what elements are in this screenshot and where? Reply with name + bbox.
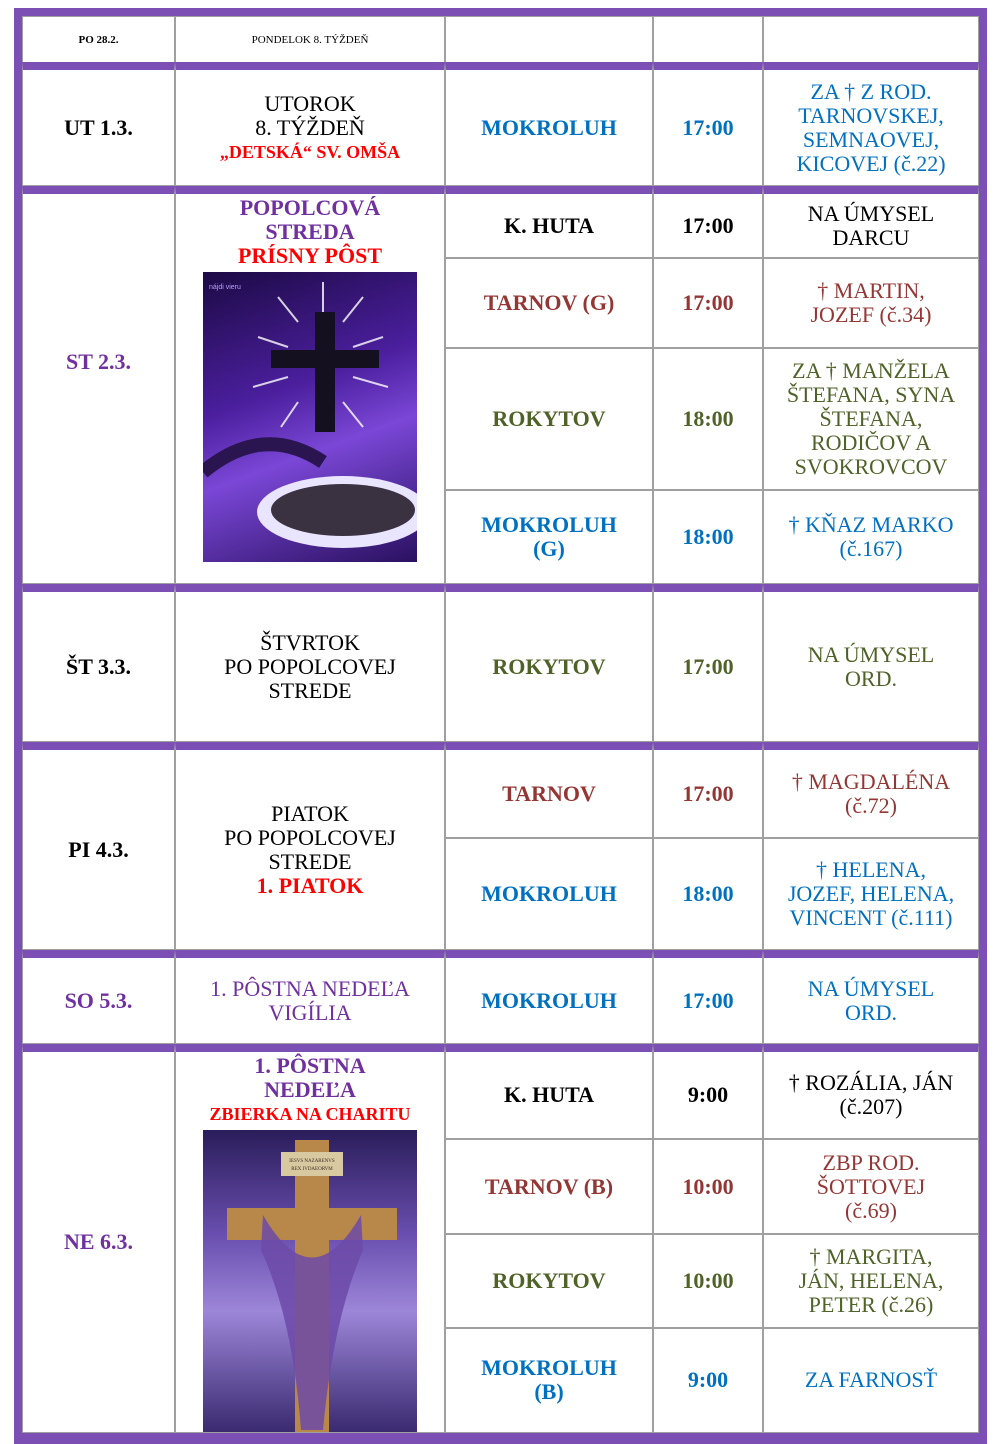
description-line: UTOROK (264, 90, 356, 116)
time-cell: 10:00 (653, 1234, 763, 1327)
cross-illustration (203, 1130, 417, 1432)
day-description (175, 1044, 445, 1433)
time-cell: 18:00 (653, 838, 763, 950)
intention-line: (č.72) (845, 792, 897, 818)
description-line: ŠTVRTOK (260, 629, 360, 655)
intention-cell (763, 584, 979, 742)
intention-line: KICOVEJ (č.22) (796, 150, 946, 176)
row-thursday (22, 584, 979, 742)
place-cell (445, 490, 653, 584)
special-note: ZBIERKA NA CHARITU (209, 1104, 411, 1124)
intention-line: TARNOVSKEJ, (798, 102, 944, 128)
place-cell: ROKYTOV (445, 348, 653, 490)
place-cell: ROKYTOV (445, 584, 653, 742)
day-cell: ŠT 3.3. (22, 584, 175, 742)
description-line: STREDE (268, 848, 352, 874)
cross-with-cloth-image (203, 1130, 417, 1432)
time-cell: 18:00 (653, 348, 763, 490)
intention-line: † KŇAZ MARKO (788, 512, 954, 537)
intention-line: (č.207) (839, 1094, 903, 1120)
special-note: PRÍSNY PÔST (237, 243, 383, 268)
day-cell: PO 28.2. (22, 16, 175, 62)
schedule-page (14, 8, 987, 1444)
day-description (175, 742, 445, 950)
intention-cell (763, 950, 979, 1044)
row-friday (22, 742, 979, 838)
description-line: STREDE (268, 677, 352, 703)
intention-line: † HELENA, (816, 857, 926, 882)
intention-line: NA ÚMYSEL (807, 975, 935, 1001)
intention-line: ZA † Z ROD. (810, 78, 932, 104)
time-cell: 18:00 (653, 490, 763, 584)
place-cell (445, 16, 653, 62)
place-cell: MOKROLUH (445, 838, 653, 950)
ash-wednesday-image (203, 272, 417, 562)
intention-line: SEMNAOVEJ, (802, 126, 940, 152)
time-cell: 10:00 (653, 1139, 763, 1234)
description-line: 1. PÔSTNA NEDEĽA (210, 975, 410, 1001)
day-cell: ST 2.3. (22, 186, 175, 584)
place-line: MOKROLUH (481, 512, 617, 537)
place-line: MOKROLUH (481, 1355, 617, 1381)
row-wednesday (22, 186, 979, 258)
description-line: VIGÍLIA (268, 999, 352, 1025)
row-monday (22, 16, 979, 62)
time-cell: 17:00 (653, 186, 763, 258)
description-line: PO POPOLCOVEJ (224, 824, 396, 850)
place-line: (B) (534, 1379, 564, 1405)
intention-line: SVOKROVCOV (794, 454, 948, 479)
day-cell: UT 1.3. (22, 62, 175, 186)
inscription: IESVS NAZARENVS (289, 1159, 335, 1164)
intention-line: ZBP ROD. (822, 1149, 920, 1175)
day-description: PONDELOK 8. TÝŽDEŇ (175, 16, 445, 62)
special-note: „DETSKÁ“ SV. OMŠA (219, 141, 401, 162)
day-description (175, 950, 445, 1044)
place-cell: TARNOV (B) (445, 1139, 653, 1234)
time-cell: 9:00 (653, 1044, 763, 1139)
description-line: PO POPOLCOVEJ (224, 653, 396, 679)
place-cell (445, 1328, 653, 1433)
time-cell (653, 16, 763, 62)
time-cell: 17:00 (653, 742, 763, 838)
day-cell: PI 4.3. (22, 742, 175, 950)
place-cell: TARNOV (G) (445, 258, 653, 348)
intention-cell (763, 62, 979, 186)
intention-line: † MARTIN, (817, 278, 925, 303)
day-cell: SO 5.3. (22, 950, 175, 1044)
time-cell: 17:00 (653, 950, 763, 1044)
day-description (175, 584, 445, 742)
time-cell: 17:00 (653, 62, 763, 186)
time-cell: 17:00 (653, 584, 763, 742)
place-cell: MOKROLUH (445, 62, 653, 186)
intention-cell (763, 1234, 979, 1327)
intention-cell (763, 838, 979, 950)
intention-line: (č.69) (845, 1197, 897, 1223)
intention-line: RODIČOV A (810, 430, 931, 455)
cross-and-ashes-illustration (203, 272, 417, 562)
intention-line: NA ÚMYSEL (807, 641, 935, 667)
time-cell: 17:00 (653, 258, 763, 348)
day-cell: NE 6.3. (22, 1044, 175, 1433)
special-note: 1. PIATOK (256, 872, 364, 898)
intention-line: DARCU (832, 224, 910, 250)
place-cell: K. HUTA (445, 1044, 653, 1139)
inscription: REX IVDAEORVM (291, 1167, 333, 1172)
day-description (175, 62, 445, 186)
intention-cell (763, 186, 979, 258)
intention-cell (763, 1139, 979, 1234)
intention-line: ŠTEFANA, (819, 406, 923, 431)
intention-line: † MARGITA, (809, 1244, 933, 1270)
intention-line: (č.167) (839, 536, 903, 561)
intention-cell (763, 490, 979, 584)
place-line: (G) (533, 536, 565, 561)
row-sunday (22, 1044, 979, 1139)
intention-line: ŠTEFANA, SYNA (786, 382, 956, 407)
place-cell: MOKROLUH (445, 950, 653, 1044)
intention-line: JOZEF, HELENA, (787, 881, 955, 906)
description-line: 8. TÝŽDEŇ (255, 114, 365, 140)
place-cell: TARNOV (445, 742, 653, 838)
description-line: NEDEĽA (264, 1077, 356, 1102)
row-tuesday (22, 62, 979, 186)
intention-line: † MAGDALÉNA (791, 768, 951, 794)
description-line: PIATOK (271, 800, 349, 826)
image-watermark: nájdi vieru (209, 284, 241, 291)
intention-line: JÁN, HELENA, (798, 1268, 944, 1294)
intention-line: PETER (č.26) (808, 1292, 934, 1318)
description-line: POPOLCOVÁ (239, 195, 381, 220)
intention-cell (763, 258, 979, 348)
intention-line: ŠOTTOVEJ (816, 1173, 926, 1199)
mass-schedule-table (22, 16, 979, 1433)
intention-line: ZA † MANŽELA (792, 358, 950, 383)
intention-cell (763, 1044, 979, 1139)
intention-cell (763, 348, 979, 490)
day-description (175, 186, 445, 584)
intention-line: ORD. (845, 665, 897, 691)
description-line: STREDA (265, 219, 355, 244)
intention-line: † ROZÁLIA, JÁN (788, 1070, 954, 1096)
place-cell: K. HUTA (445, 186, 653, 258)
row-saturday (22, 950, 979, 1044)
intention-cell (763, 742, 979, 838)
intention-cell: ZA FARNOSŤ (763, 1328, 979, 1433)
intention-line: JOZEF (č.34) (810, 302, 932, 327)
place-cell: ROKYTOV (445, 1234, 653, 1327)
description-line: 1. PÔSTNA (254, 1053, 366, 1078)
time-cell: 9:00 (653, 1328, 763, 1433)
intention-line: VINCENT (č.111) (789, 905, 953, 930)
intention-line: NA ÚMYSEL (807, 200, 935, 226)
intention-cell (763, 16, 979, 62)
intention-line: ORD. (845, 999, 897, 1025)
